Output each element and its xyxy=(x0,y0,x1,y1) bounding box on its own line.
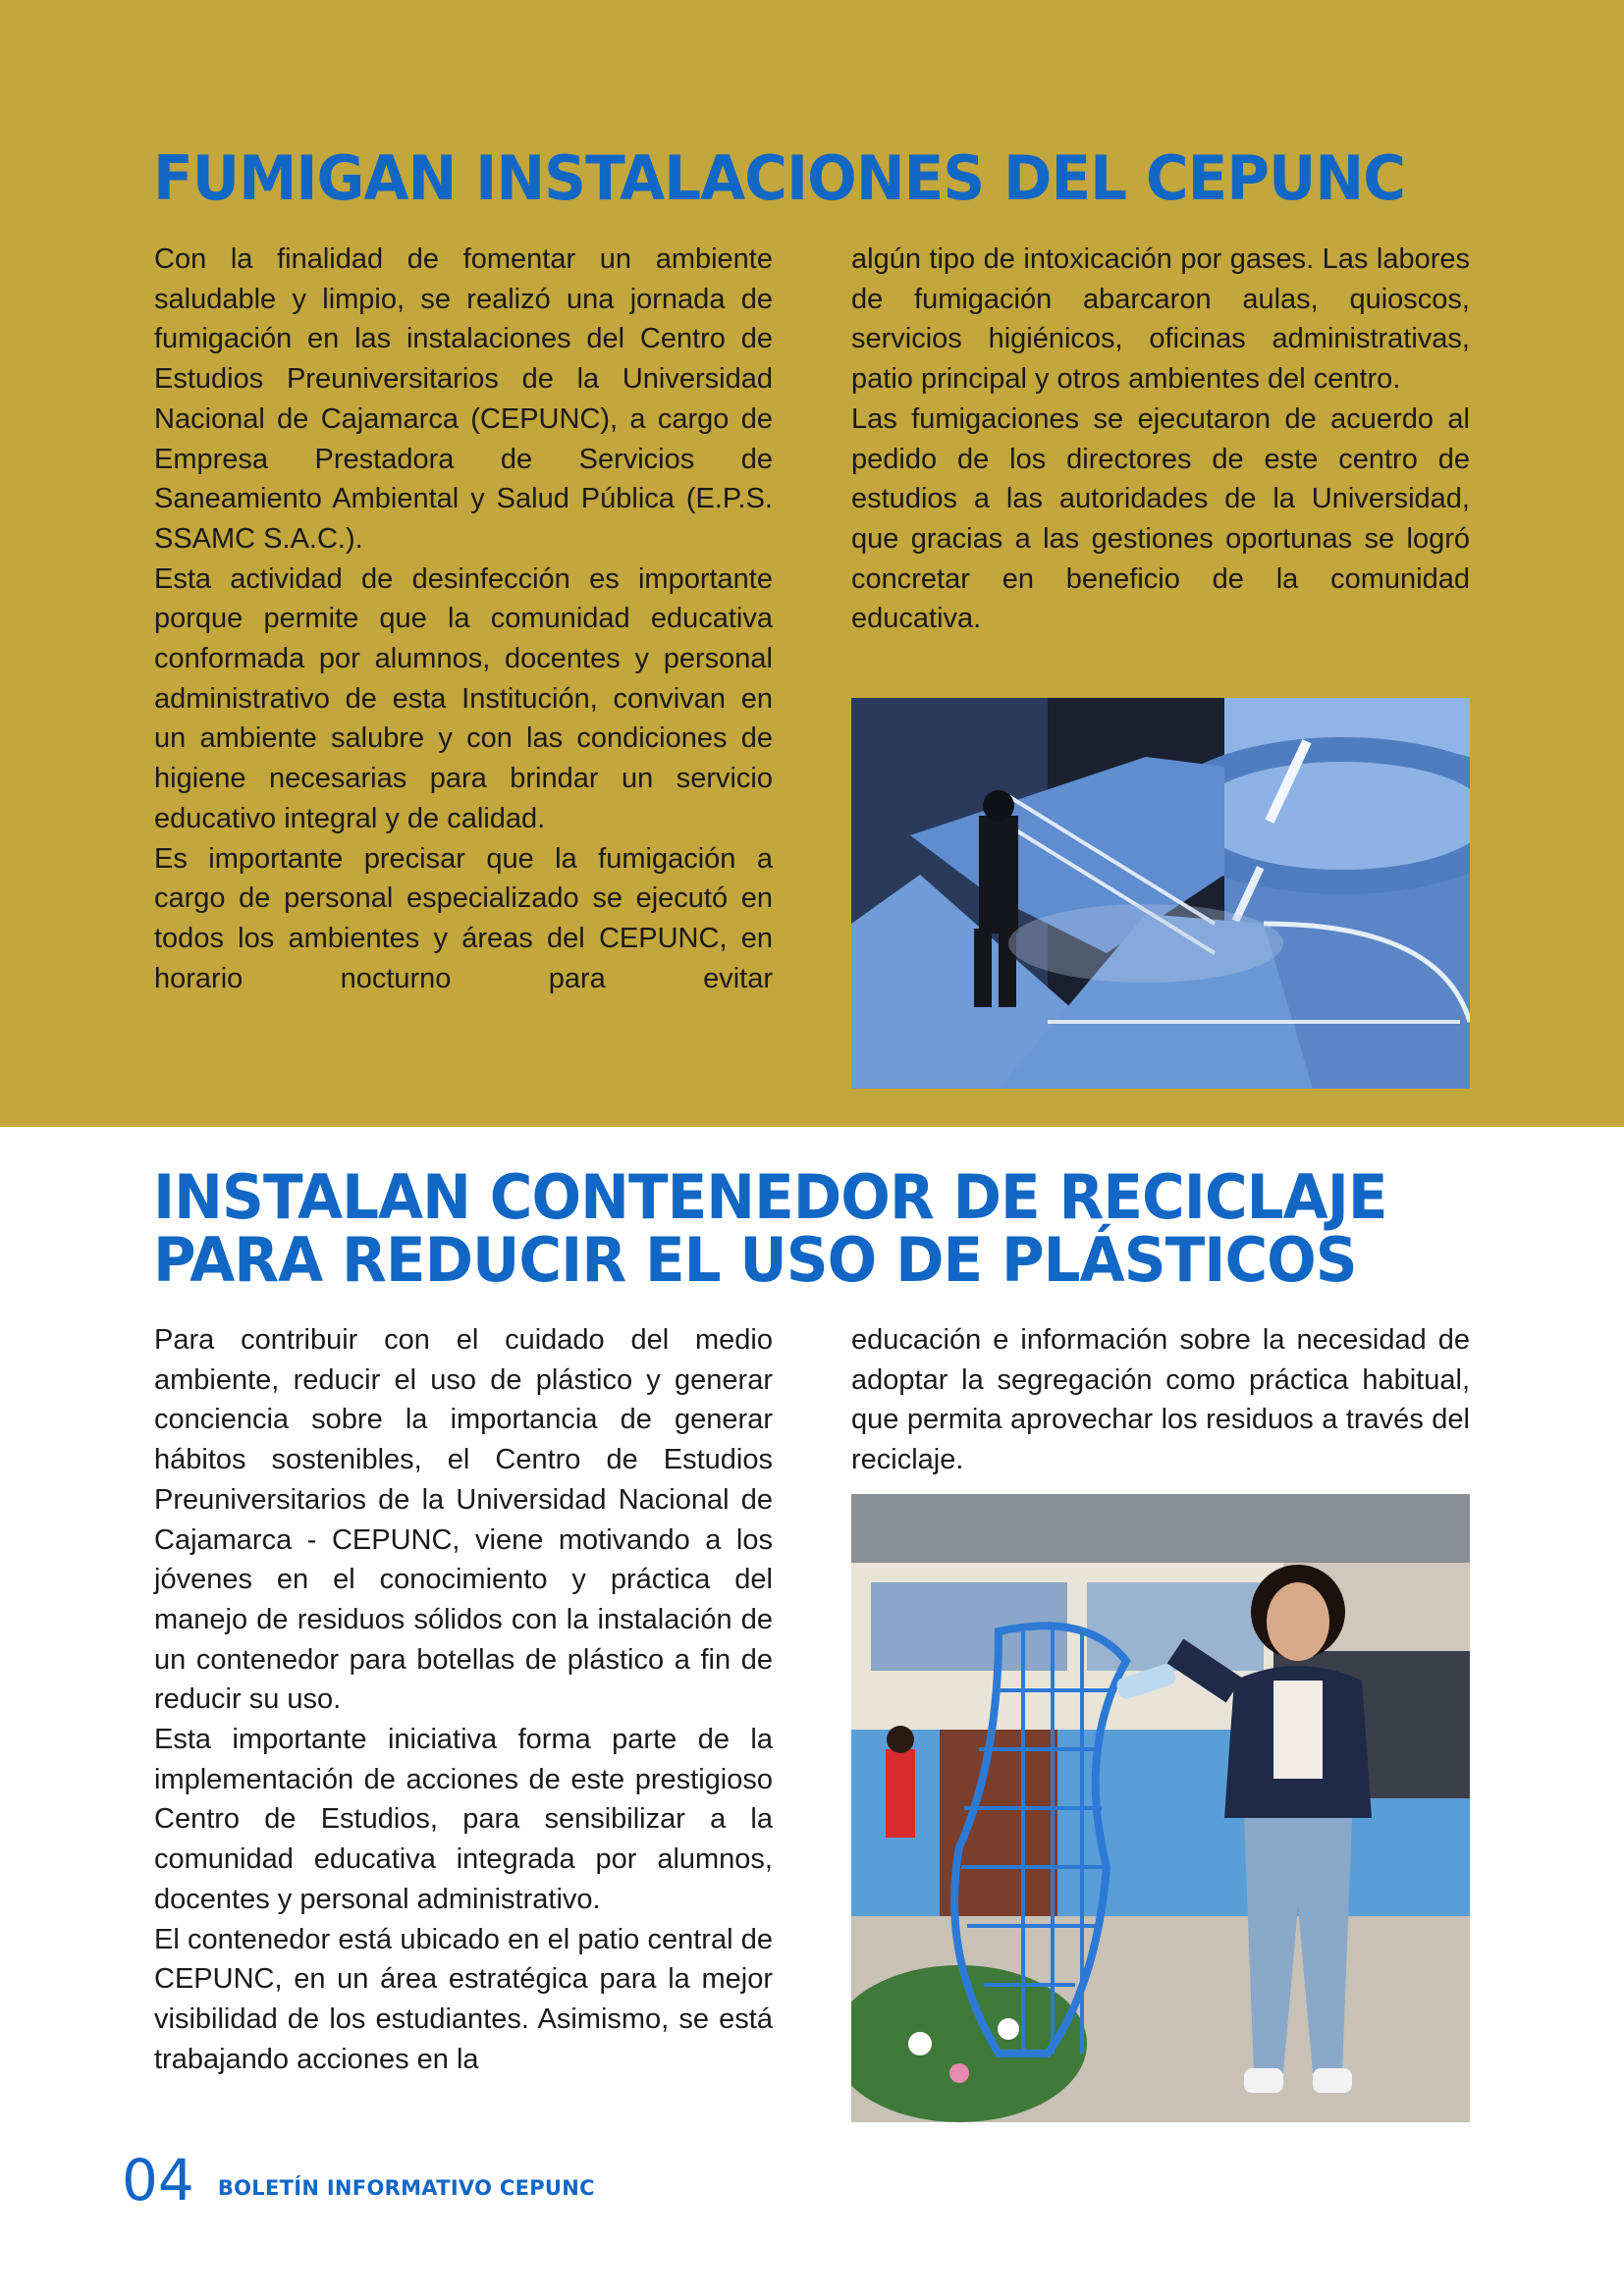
article-1-paragraph: Es importante precisar que la fumigación a cargo de personal especializado se ejecutó en todos los ambientes y áreas del CEPUNC, en horario nocturno para evitar xyxy=(154,842,773,994)
article-1-paragraph: algún tipo de intoxicación por gases. Las labores de fumigación abarcaron aulas, quioscos, servicios higiénicos, oficinas administrativas, patio principal y otros ambientes del centro. xyxy=(851,243,1470,396)
article-1-title: FUMIGAN INSTALACIONES DEL CEPUNC xyxy=(153,142,1405,214)
article-2-paragraph: Para contribuir con el cuidado del medio ambiente, reducir el uso de plástico y generar conciencia sobre la importancia de generar hábitos sostenibles, el Centro de Estudios Preuniversitarios de la Universidad Nacional de Cajamarca - CEPUNC, viene motivando a los jóvenes en el conocimiento y práctica del manejo de residuos sólidos con la instalación de un contenedor para botellas de plástico a fin de reducir su uso. xyxy=(154,1324,773,1716)
article-1-paragraph: Con la finalidad de fomentar un ambiente saludable y limpio, se realizó una jornada de fumigación en las instalaciones del Centro de Estudios Preuniversitarios de la Universidad Nacional de Cajamarca (CEPUNC), a cargo de Empresa Prestadora de Servicios de Saneamiento Ambiental y Salud Pública (E.P.S. SSAMC S.A.C.). xyxy=(154,243,773,555)
article-2-title-line-2: PARA REDUCIR EL USO DE PLÁSTICOS xyxy=(153,1224,1357,1296)
article-2-paragraph: Esta importante iniciativa forma parte de la implementación de acciones de este prestigioso Centro de Estudios, para sensibilizar a la comunidad educativa integrada por alumnos, docentes y personal administrativo. xyxy=(154,1724,773,1915)
article-2-title-line-1: INSTALAN CONTENEDOR DE RECICLAJE xyxy=(153,1161,1387,1233)
article-2-column-2 xyxy=(851,1320,1470,1480)
article-1-paragraph: Esta actividad de desinfección es importante porque permite que la comunidad educativa conformada por alumnos, docentes y personal administrativo de esta Institución, convivan en un ambiente salubre y con las condiciones de higiene necesarias para brindar un servicio educativo integral y de calidad. xyxy=(154,562,773,834)
article-1-column-2 xyxy=(851,240,1470,639)
recycling-container-photo xyxy=(851,1494,1470,2122)
fumigation-photo xyxy=(851,698,1470,1089)
article-2-paragraph: educación e información sobre la necesidad de adoptar la segregación como práctica habitual, que permita aprovechar los residuos a través del reciclaje. xyxy=(851,1324,1470,1476)
article-2-paragraph: El contenedor está ubicado en el patio central de CEPUNC, en un área estratégica para la mejor visibilidad de los estudiantes. Asimismo, se está trabajando acciones en la xyxy=(154,1923,773,2075)
publication-name: BOLETÍN INFORMATIVO CEPUNC xyxy=(217,2176,595,2200)
article-1-paragraph: Las fumigaciones se ejecutaron de acuerdo al pedido de los directores de este centro de estudios a las autoridades de la Universidad, que gracias a las gestiones oportunas se logró concretar en beneficio de la comunidad educativa. xyxy=(851,402,1470,635)
page-footer xyxy=(122,2147,595,2214)
article-1-column-1 xyxy=(154,240,773,998)
page-number: 04 xyxy=(122,2147,194,2214)
article-2-column-1 xyxy=(154,1320,773,2079)
article-2-title xyxy=(153,1161,1387,1296)
